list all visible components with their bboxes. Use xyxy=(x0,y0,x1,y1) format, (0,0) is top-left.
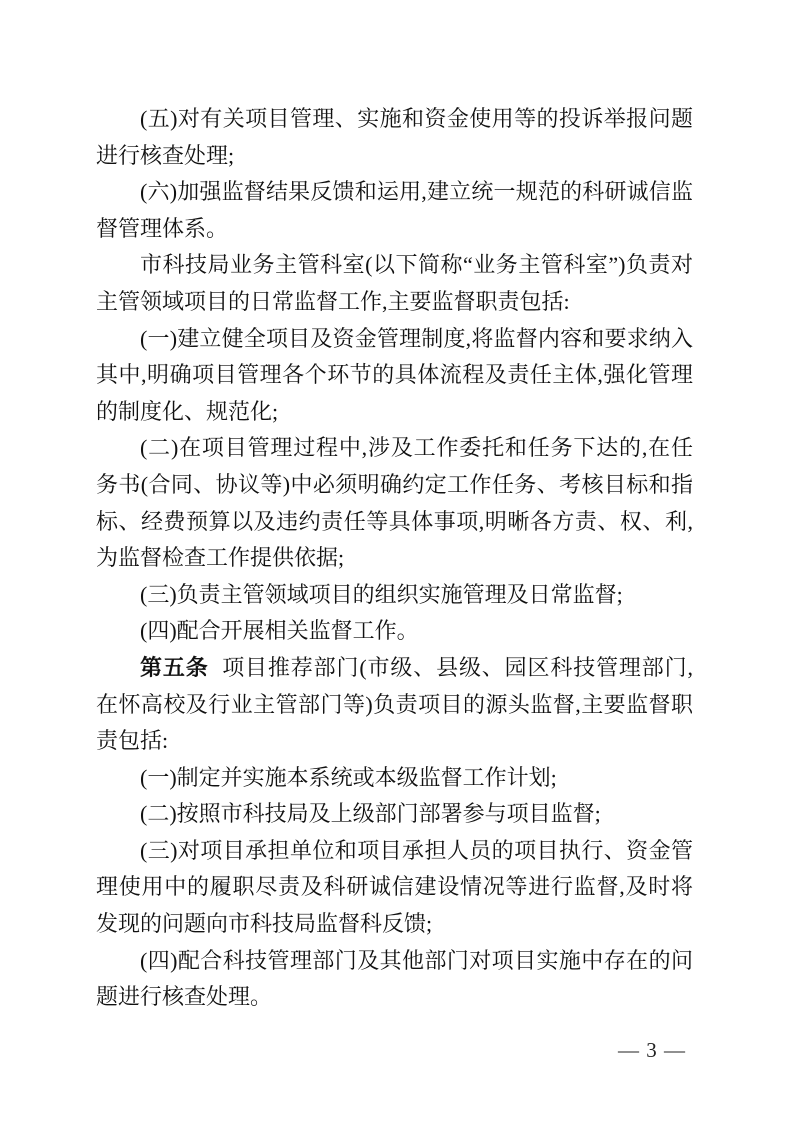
article-5-number: 第五条 xyxy=(140,654,209,680)
paragraph-recommender-duty-3: (三)对项目承担单位和项目承担人员的项目执行、资金管理使用中的履职尽责及科研诚信建设情况等进行监督,及时将发现的问题向市科技局监督科反馈; xyxy=(96,837,693,937)
page-number: — 3 — xyxy=(618,1038,686,1062)
paragraph-recommender-duty-2: (二)按照市科技局及上级部门部署参与项目监督; xyxy=(140,801,601,827)
paragraph-recommender-duty-1: (一)制定并实施本系统或本级监督工作计划; xyxy=(140,764,557,790)
article-5-text: 项目推荐部门(市级、县级、园区科技管理部门,在怀高校及行业主管部门等)负责项目的源头监督,主要监督职责包括: xyxy=(96,654,693,754)
paragraph-dept-duty-3: (三)负责主管领域项目的组织实施管理及日常监督; xyxy=(140,581,623,607)
paragraph-dept-duty-4: (四)配合开展相关监督工作。 xyxy=(140,618,419,644)
paragraph-dept-duty-1: (一)建立健全项目及资金管理制度,将监督内容和要求纳入其中,明确项目管理各个环节的具体流程及责任主体,强化管理的制度化、规范化; xyxy=(96,325,693,424)
paragraph-dept-duty-2: (二)在项目管理过程中,涉及工作委托和任务下达的,在任务书(合同、协议等)中必须明确约定工作任务、考核目标和指标、经费预算以及违约责任等具体事项,明晰各方责、权、利,为监督检查工作提供依据; xyxy=(96,435,693,571)
paragraph-clause-6: (六)加强监督结果反馈和运用,建立统一规范的科研诚信监督管理体系。 xyxy=(96,179,693,241)
paragraph-dept-duty-intro: 市科技局业务主管科室(以下简称“业务主管科室”)负责对主管领域项目的日常监督工作,主要监督职责包括: xyxy=(96,252,693,314)
document-body xyxy=(96,101,693,1016)
paragraph-clause-5: (五)对有关项目管理、实施和资金使用等的投诉举报问题进行核查处理; xyxy=(96,106,693,168)
paragraph-article-5 xyxy=(96,650,693,760)
paragraph-recommender-duty-4: (四)配合科技管理部门及其他部门对项目实施中存在的问题进行核查处理。 xyxy=(96,947,693,1010)
